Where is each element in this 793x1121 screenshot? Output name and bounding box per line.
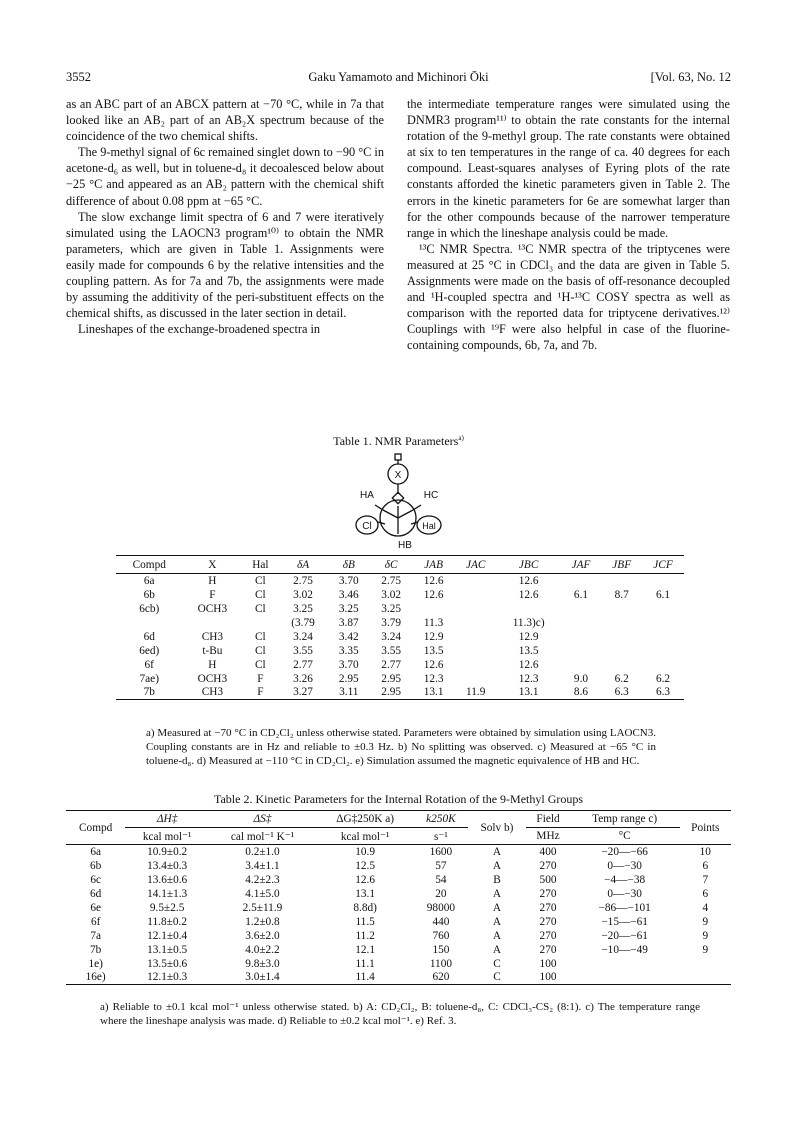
table-cell: 6 <box>702 859 709 872</box>
table-cell: CH3 <box>201 686 224 699</box>
table-cell: 3.24 <box>293 630 313 643</box>
table-cell: Cl <box>255 574 266 587</box>
table-cell <box>561 616 602 630</box>
journal-volume: [Vol. 63, No. 12 <box>650 70 731 84</box>
table-cell: 6.1 <box>573 588 589 601</box>
table-cell: −4—−38 <box>604 873 646 886</box>
table-cell: A <box>492 887 502 900</box>
unit-cell: s⁻¹ <box>414 828 467 845</box>
table-row <box>116 658 684 672</box>
table-cell: Cl <box>255 588 266 601</box>
table-cell: 98000 <box>426 901 456 914</box>
table-cell: 270 <box>539 929 557 942</box>
unit-cell: °C <box>570 828 680 845</box>
table-cell: 6 <box>702 887 709 900</box>
table-cell: 13.1 <box>423 686 444 699</box>
table-cell: C <box>493 971 501 984</box>
table-cell: 3.42 <box>338 630 359 643</box>
table-cell: 9 <box>702 915 709 928</box>
table-cell: 1.2±0.8 <box>245 915 280 928</box>
table-cell: 12.6 <box>518 658 539 671</box>
table-cell: A <box>492 929 502 942</box>
table-row <box>116 616 684 630</box>
table-cell: 3.25 <box>338 602 359 615</box>
table-cell: 100 <box>539 957 557 970</box>
col-header: JCF <box>653 558 673 571</box>
table2-footnote: a) Reliable to ±0.1 kcal mol⁻¹ unless otherwise stated. b) A: CD₂Cl₂, B: toluene-d₈, C: CDCl₃-CS₂ (8:1). c) The temperature range where the lineshape analysis was made. d) Reliable to ±0.2 kcal mol⁻¹. e) Ref. 3. <box>100 1001 700 1027</box>
table-cell <box>561 658 602 672</box>
col-header: Temp range c) <box>592 813 658 825</box>
table-cell: 4 <box>702 901 709 914</box>
table-cell: 7ae) <box>139 672 159 685</box>
table-cell: 14.1±1.3 <box>147 887 188 900</box>
table-cell: 6d <box>90 887 102 900</box>
table-cell: 6b <box>143 588 155 601</box>
table-cell <box>455 616 497 630</box>
table-cell: 12.6 <box>518 588 539 601</box>
table-cell: 11.4 <box>355 971 375 984</box>
table-cell: 3.25 <box>293 602 313 615</box>
table-cell: 54 <box>435 873 447 886</box>
table-cell: 7 <box>702 873 709 886</box>
table-cell <box>561 630 602 644</box>
table-cell <box>455 630 497 644</box>
table-cell: 270 <box>539 859 557 872</box>
table-cell: 57 <box>435 859 447 872</box>
table-cell <box>601 630 642 644</box>
table-cell: A <box>492 845 502 858</box>
table-cell: 3.35 <box>338 644 359 657</box>
col-header: k250K <box>426 813 456 825</box>
table-cell: 3.11 <box>339 686 359 699</box>
table-row <box>116 588 684 602</box>
table-cell: 6cb) <box>139 602 160 615</box>
table-cell <box>455 658 497 672</box>
label-hb: HB <box>398 540 412 551</box>
table-cell <box>182 616 242 630</box>
table-cell: 13.1 <box>355 887 375 900</box>
table-cell: 13.4±0.3 <box>147 859 188 872</box>
table-cell: 3.70 <box>338 658 359 671</box>
running-header <box>66 70 731 86</box>
paragraph: The 9-methyl signal of 6c remained singlet down to −90 °C in acetone-d₆ as well, but in toluene-d₈ it decoalesced below about −25 °C and appeared as an AB₂ pattern with the chemical shift difference of about 0.08 ppm at −65 °C. <box>66 145 384 208</box>
col-header: Compd <box>79 821 113 834</box>
col-header: δA <box>296 558 310 571</box>
col-header: Points <box>691 821 720 834</box>
table1-header-row <box>116 556 684 574</box>
table-cell: 6.1 <box>655 588 671 601</box>
table-cell: 11.1 <box>355 957 375 970</box>
table-cell: H <box>208 658 217 671</box>
table-cell: 1100 <box>429 957 452 970</box>
table-cell: B <box>493 873 501 886</box>
table-row <box>66 957 731 971</box>
paragraph: the intermediate temperature ranges were simulated using the DNMR3 program¹¹⁾ to obtain the rate constants for the internal rotation of the 9-methyl group. The rate constants were obtained at six to ten temperatures in the range of ca. 40 degrees for each compound. Least-squares analyses of Eyring plots of the rate constants afforded the kinetic parameters given in Table 2. The errors in the kinetic parameters for 6e are somewhat larger than for the other compounds because of the narrower temperature range in which the lineshape analysis could be made. <box>407 97 730 240</box>
table-cell: 1e) <box>88 957 103 970</box>
table-cell: 6.3 <box>614 686 629 699</box>
col-header: δC <box>384 558 398 571</box>
table-cell <box>455 672 497 686</box>
col-header: JBC <box>518 558 539 571</box>
table-cell: 9.0 <box>573 672 589 685</box>
label-ha: HA <box>360 490 374 501</box>
table-row <box>66 971 731 985</box>
table-cell: 16e) <box>85 971 106 984</box>
table-cell: 440 <box>432 915 450 928</box>
table-cell: Cl <box>255 644 266 657</box>
table-cell <box>455 602 497 616</box>
table-cell: −86—−101 <box>598 901 651 914</box>
table-row <box>116 686 684 700</box>
table2 <box>66 810 731 985</box>
col-header: ΔH‡ <box>156 813 178 825</box>
col-header: Hal <box>252 558 269 571</box>
table-cell: 3.02 <box>381 588 402 601</box>
table-cell: 3.87 <box>338 616 359 629</box>
table-cell <box>116 616 182 630</box>
table-cell: 12.9 <box>423 630 444 643</box>
table-cell: 20 <box>435 887 447 900</box>
table-cell: 11.3 <box>423 616 444 629</box>
table-cell: Cl <box>255 630 266 643</box>
table-row <box>116 602 684 616</box>
table1-caption: Table 1. NMR Parameters$^{a)}$ <box>333 434 464 448</box>
table-cell <box>455 574 497 588</box>
table-cell: 13.5 <box>518 644 539 657</box>
table-cell: 270 <box>539 901 557 914</box>
table-row <box>116 672 684 686</box>
table-cell: 6c <box>90 873 101 886</box>
table-cell <box>242 616 278 630</box>
table-cell: C <box>493 957 501 970</box>
paragraph: as an ABC part of an ABCX pattern at −70 °C, while in 7a that looked like an AB₂ part of an AB₂X spectrum because of the coincidence of the two chemical shifts. <box>66 97 384 144</box>
table-cell: 12.6 <box>423 588 444 601</box>
table-cell: 6f <box>90 915 101 928</box>
table1-footnote: a) Measured at −70 °C in CD₂Cl₂ unless otherwise stated. Parameters were obtained by simulation using LAOCN3. Coupling constants are in Hz and reliable to ±0.3 Hz. b) No splitting was observed. c) Measured at −65 °C in toluene-d₈. d) Measured at −110 °C in CD₂Cl₂. e) Simulation assumed the magnetic equivalence of HB and HC. <box>146 727 656 767</box>
table-cell: F <box>209 588 216 601</box>
table-cell: 12.3 <box>518 672 539 685</box>
col-header: ΔS‡ <box>253 813 272 825</box>
table-cell: 7b <box>90 943 102 956</box>
table-cell: 270 <box>539 887 557 900</box>
table-cell: 12.9 <box>518 630 539 643</box>
table-cell <box>455 588 497 602</box>
table-cell: 11.9 <box>466 686 486 699</box>
table-cell: 4.0±2.2 <box>245 943 280 956</box>
table-cell: Cl <box>255 658 266 671</box>
table-cell <box>680 957 731 971</box>
col-header: X <box>208 558 217 571</box>
col-header: JBF <box>612 558 632 571</box>
table-cell: 1600 <box>429 845 453 858</box>
table-cell: 2.77 <box>293 658 313 671</box>
table-row <box>66 859 731 873</box>
table-cell: 620 <box>432 971 450 984</box>
table-cell: 8.7 <box>614 588 629 601</box>
table-row <box>66 915 731 929</box>
table-cell <box>680 971 731 985</box>
table-cell <box>601 602 642 616</box>
table2-unit-row <box>66 828 731 845</box>
paragraph: Lineshapes of the exchange-broadened spectra in <box>78 322 321 337</box>
col-header: Compd <box>132 558 166 571</box>
table-cell: 6f <box>144 658 154 671</box>
table-cell: 6.3 <box>655 686 671 699</box>
table-cell: 13.5 <box>423 644 444 657</box>
unit-cell: kcal mol⁻¹ <box>316 828 414 845</box>
table-cell: 12.1±0.4 <box>147 929 188 942</box>
col-header: Solv b) <box>480 821 514 834</box>
table-cell <box>412 602 454 616</box>
paragraph: ¹³C NMR Spectra. ¹³C NMR spectra of the triptycenes were measured at 25 °C in CDCl₃ and the data are given in Table 5. Assignments were made on the basis of off-resonance decoupled and ¹H-coupled spectra and ¹H-¹³C COSY spectra as well as comparison with the reported data for triptycene derivatives.¹²⁾ Couplings with ¹⁹F were also helpful in case of the fluorine-containing compounds, 6b, 7a, and 7b. <box>407 241 730 353</box>
table-cell <box>642 574 684 588</box>
table-cell: 2.75 <box>293 574 313 587</box>
table-cell: 270 <box>539 943 557 956</box>
col-header: ΔG‡250K a) <box>336 813 394 825</box>
table-cell <box>497 602 561 616</box>
table-cell <box>642 658 684 672</box>
table-cell: 13.1±0.5 <box>147 943 188 956</box>
table-cell: A <box>492 901 502 914</box>
table-cell: 2.95 <box>338 672 359 685</box>
table-cell: 3.02 <box>293 588 313 601</box>
table-cell: 12.1 <box>355 943 375 956</box>
table-cell: 3.79 <box>381 616 402 629</box>
table-cell: 9 <box>702 929 709 942</box>
table-cell: OCH3 <box>197 672 228 685</box>
table-cell <box>455 644 497 658</box>
table-cell <box>642 616 684 630</box>
table-cell: 11.2 <box>355 929 375 942</box>
table-cell: −20—−61 <box>601 929 648 942</box>
table-cell: 0—−30 <box>607 859 642 872</box>
table-cell: 6a <box>143 574 155 587</box>
table-cell: 3.27 <box>293 686 313 699</box>
table-cell: 3.70 <box>338 574 359 587</box>
table-row <box>66 845 731 859</box>
table-cell <box>561 602 602 616</box>
table-cell: 6.2 <box>614 672 629 685</box>
table-cell: 2.5±11.9 <box>242 901 283 914</box>
right-column <box>407 96 730 354</box>
table-cell: 3.24 <box>381 630 402 643</box>
unit-cell: MHz <box>526 828 569 845</box>
table-cell: −20—−66 <box>601 845 648 858</box>
newman-projection-diagram <box>345 452 455 552</box>
paragraph: The slow exchange limit spectra of 6 and 7 were iteratively simulated using the LAOCN3 program¹⁰⁾ to obtain the NMR parameters, which are given in Table 1. Assignments were easily made for compounds 6 by the relative intensities and the coupling pattern. As for 7a and 7b, the assignments were made by assuming the additivity of the peri-substituent effects on the chemical shifts, as discussed in the later section in detail. <box>66 209 384 321</box>
table-cell <box>561 574 602 588</box>
table-cell <box>601 574 642 588</box>
table-cell: 12.6 <box>423 658 444 671</box>
table-row <box>116 574 684 588</box>
col-header: δB <box>342 558 355 571</box>
table-cell: 7a <box>90 929 101 942</box>
table-cell: 100 <box>539 971 557 984</box>
col-header: JAC <box>465 558 486 571</box>
table-cell: 11.8±0.2 <box>147 915 187 928</box>
table-cell: 6ed) <box>139 644 160 657</box>
table-row <box>66 873 731 887</box>
table-cell: 2.77 <box>381 658 402 671</box>
table-cell: 7b <box>143 686 155 699</box>
table-cell: F <box>257 672 264 685</box>
table-cell: t-Bu <box>202 644 223 657</box>
col-header: JAF <box>571 558 591 571</box>
table-cell: 10.9 <box>355 845 375 858</box>
table-cell <box>642 630 684 644</box>
table-cell: 10 <box>699 845 711 858</box>
table-cell <box>642 602 684 616</box>
table-cell: Cl <box>255 602 266 615</box>
table-cell: 11.5 <box>355 915 375 928</box>
table-cell: 150 <box>432 943 450 956</box>
table-cell: 12.6 <box>518 574 539 587</box>
table-cell: 2.95 <box>381 672 402 685</box>
table-cell: A <box>492 915 502 928</box>
table-cell: 3.55 <box>293 644 313 657</box>
table-cell: 12.6 <box>355 873 375 886</box>
table-cell: 2.75 <box>381 574 402 587</box>
table-cell: 3.6±2.0 <box>245 929 280 942</box>
table-cell: 400 <box>539 845 557 858</box>
table-cell: 12.5 <box>355 859 375 872</box>
table-row <box>66 887 731 901</box>
table-cell: 3.25 <box>381 602 402 615</box>
table-cell: A <box>492 859 502 872</box>
table-cell: 9.8±3.0 <box>245 957 280 970</box>
table-cell: 12.1±0.3 <box>147 971 188 984</box>
table-row <box>116 644 684 658</box>
table-cell: 0—−30 <box>607 887 642 900</box>
table2-header-row <box>66 811 731 828</box>
table-cell: 3.55 <box>381 644 402 657</box>
table-cell: 10.9±0.2 <box>147 845 188 858</box>
table-cell: 6a <box>90 845 101 858</box>
table1 <box>116 555 684 700</box>
table-cell: 760 <box>432 929 450 942</box>
table-cell: CH3 <box>201 630 224 643</box>
table-cell: OCH3 <box>197 602 228 615</box>
label-x: X <box>394 470 402 481</box>
table-cell: −10—−49 <box>601 943 648 956</box>
table-cell: F <box>257 686 264 699</box>
table-cell: 6d <box>143 630 155 643</box>
table-cell: 500 <box>539 873 557 886</box>
table-cell: 3.0±1.4 <box>245 971 280 984</box>
label-cl: Cl <box>362 521 372 532</box>
col-header: Field <box>536 813 560 825</box>
table-cell: 3.46 <box>338 588 359 601</box>
table-cell <box>601 658 642 672</box>
table-cell: 11.3)c) <box>512 616 545 629</box>
table-cell: 4.2±2.3 <box>245 873 280 886</box>
table-cell <box>642 644 684 658</box>
unit-cell: kcal mol⁻¹ <box>125 828 209 845</box>
table-cell: (3.79 <box>291 616 315 629</box>
table2-caption: Table 2. Kinetic Parameters for the Internal Rotation of the 9-Methyl Groups <box>213 792 584 806</box>
table-cell: 12.6 <box>423 574 444 587</box>
table-row <box>66 943 731 957</box>
table-cell: 8.8d) <box>353 901 377 914</box>
table-cell: 6.2 <box>655 672 671 685</box>
table-cell: 9.5±2.5 <box>149 901 185 914</box>
table-cell: H <box>208 574 217 587</box>
table-cell: 3.26 <box>293 672 313 685</box>
col-header: JAB <box>424 558 443 571</box>
table-cell <box>561 644 602 658</box>
table-cell <box>601 616 642 630</box>
label-hal: Hal <box>422 521 436 531</box>
table-cell: 13.6±0.6 <box>147 873 188 886</box>
table-row <box>66 901 731 915</box>
table-cell <box>601 644 642 658</box>
table-cell: 8.6 <box>573 686 589 699</box>
table-cell: 6e <box>90 901 101 914</box>
running-authors: Gaku Yamamoto and Michinori Ōki <box>308 70 489 84</box>
table-cell: 6b <box>90 859 102 872</box>
page-number: 3552 <box>66 70 91 84</box>
table-cell: A <box>492 943 502 956</box>
table-cell: 2.95 <box>381 686 402 699</box>
table-cell: 13.5±0.6 <box>147 957 188 970</box>
table-cell: −15—−61 <box>601 915 648 928</box>
table-cell: 13.1 <box>518 686 539 699</box>
table-cell: 12.3 <box>423 672 444 685</box>
table-row <box>116 630 684 644</box>
table-cell: 0.2±1.0 <box>245 845 280 858</box>
label-hc: HC <box>423 490 439 501</box>
unit-cell: cal mol⁻¹ K⁻¹ <box>209 828 316 845</box>
table-cell: 3.4±1.1 <box>245 859 280 872</box>
table-cell: 9 <box>702 943 709 956</box>
table-cell <box>570 957 680 971</box>
table-cell: 270 <box>539 915 557 928</box>
table-cell <box>570 971 680 985</box>
left-column <box>66 96 384 337</box>
table-cell: 4.1±5.0 <box>245 887 280 900</box>
table-row <box>66 929 731 943</box>
